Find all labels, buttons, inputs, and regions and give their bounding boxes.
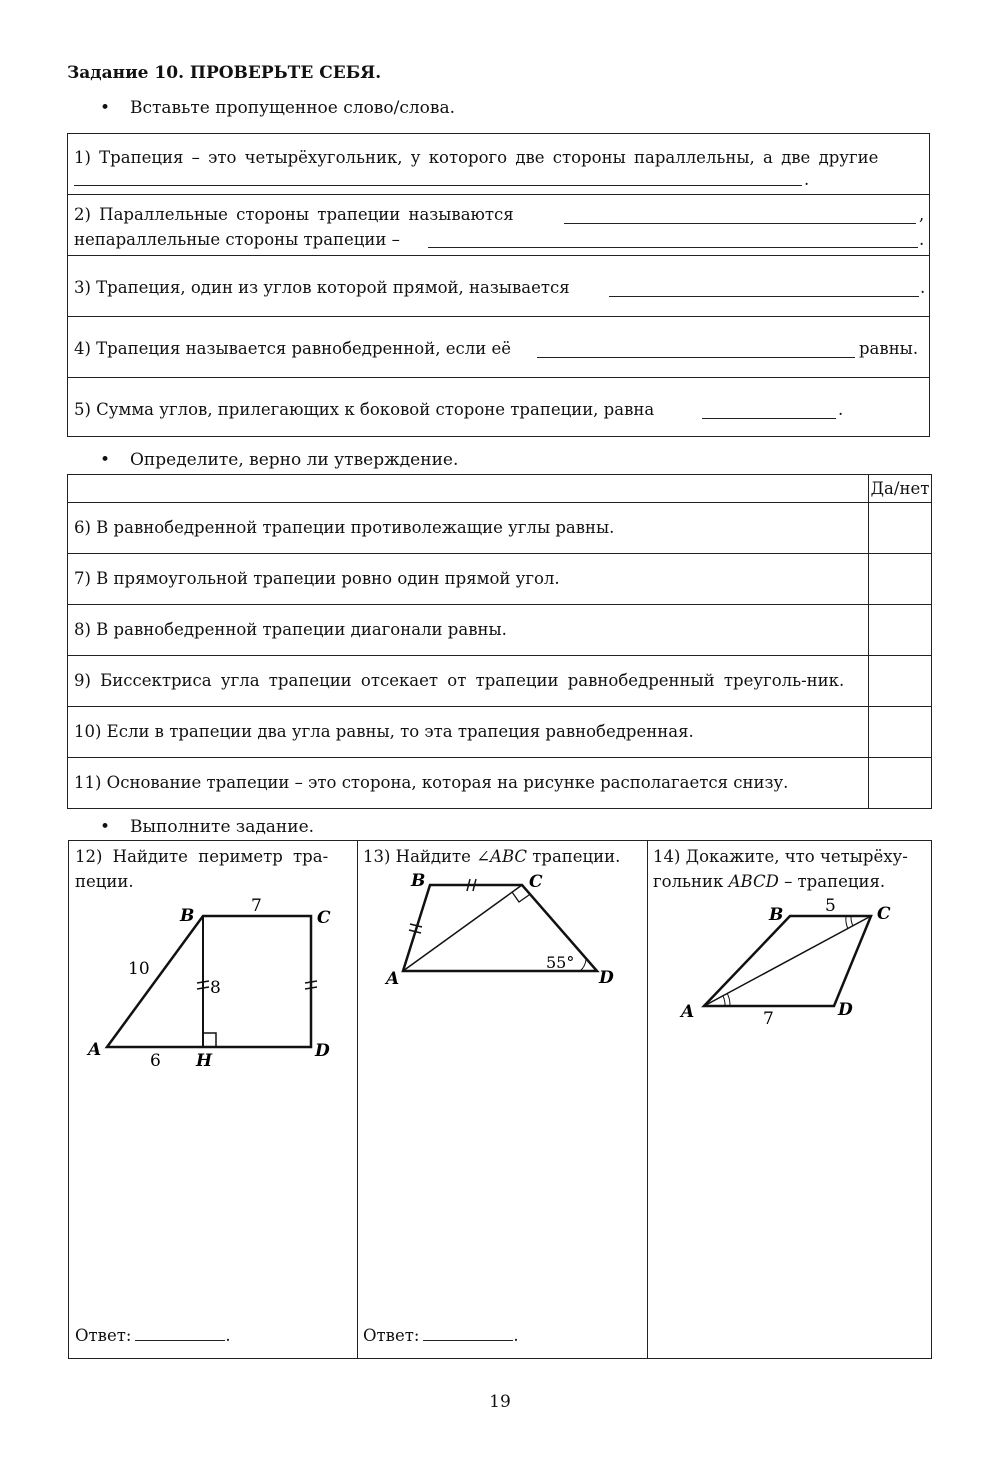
task-14-text [653, 844, 908, 894]
label-A: A [88, 1040, 102, 1060]
fill-row-text: 3) Трапеция, один из углов которой прямой, называется [74, 278, 570, 297]
page-number: 19 [489, 1392, 511, 1412]
length-top: 5 [825, 896, 836, 916]
label-B: B [411, 871, 426, 891]
answer-cell[interactable] [869, 554, 932, 605]
fill-row-4 [68, 317, 929, 378]
statement-text: 9) Биссектриса угла трапеции отсекает от трапеции равнобедренный треуголь-ник. [68, 656, 869, 707]
answer-blank[interactable] [702, 418, 836, 419]
table-row [68, 758, 932, 809]
tick-mark [305, 981, 317, 983]
label-A: A [386, 969, 400, 989]
table-row [68, 605, 932, 656]
fill-row-text-2: непараллельные стороны трапеции – [74, 230, 400, 249]
answer-cell[interactable] [869, 605, 932, 656]
answer-blank[interactable] [609, 296, 919, 297]
label-D: D [315, 1041, 330, 1061]
fill-row-text: 4) Трапеция называется равнобедренной, если её [74, 339, 511, 358]
task-text-line: пеции. [75, 872, 134, 891]
fill-row-5 [68, 378, 929, 438]
task-13-text [363, 844, 620, 869]
answer-cell[interactable] [869, 656, 932, 707]
label-B: B [180, 906, 195, 926]
answer-blank[interactable] [423, 1340, 513, 1341]
angle-arc [727, 993, 730, 1006]
bullet-instruction-3: • Выполните задание. [100, 817, 315, 837]
angle-symbol: ∠ [476, 847, 491, 866]
label-A: A [681, 1002, 695, 1022]
answer-label: Ответ: [363, 1326, 420, 1345]
label-C: C [877, 904, 891, 924]
tick-mark [305, 987, 317, 989]
trapezoid-figure-14 [648, 894, 931, 1044]
fill-row-text: 2) Параллельные стороны трапеции называются [74, 205, 514, 224]
fill-row-2 [68, 195, 929, 256]
task-text-line: 12) Найдите периметр тра- [75, 847, 329, 866]
answer-blank[interactable] [74, 185, 802, 186]
instruction-text: Выполните задание. [130, 817, 315, 837]
answer-line-13: Ответ: . [363, 1326, 519, 1345]
label-H: H [196, 1051, 213, 1071]
bullet-instruction-2: • Определите, верно ли утверждение. [100, 450, 459, 470]
task-text-line: 14) Докажите, что четырёху- [653, 847, 908, 866]
diagonal [403, 885, 522, 971]
fill-row-3 [68, 256, 929, 317]
instruction-text: Вставьте пропущенное слово/слова. [130, 98, 456, 118]
fill-row-end: . [919, 230, 925, 249]
task-text: – трапеция. [784, 872, 886, 891]
answer-cell[interactable] [869, 758, 932, 809]
label-B: B [769, 905, 784, 925]
angle-name: ABC [490, 847, 528, 866]
angle-arc [580, 959, 586, 971]
fill-row-end: , [919, 205, 925, 224]
statement-text: 11) Основание трапеции – это сторона, которая на рисунке располагается снизу. [68, 758, 869, 809]
table-row [68, 554, 932, 605]
angle-arc [723, 996, 725, 1006]
length-bottom: 6 [150, 1051, 161, 1071]
tick-mark [197, 981, 209, 983]
angle-arc [851, 916, 853, 926]
true-false-table [67, 474, 932, 809]
answer-blank[interactable] [564, 223, 916, 224]
header-empty-cell [68, 475, 869, 503]
length-top: 7 [251, 896, 262, 916]
label-C: C [317, 908, 331, 928]
task-title: Задание 10. ПРОВЕРЬТЕ СЕБЯ. [67, 63, 382, 83]
answer-blank[interactable] [537, 357, 855, 358]
angle-arc [846, 916, 848, 929]
label-D: D [838, 1000, 853, 1020]
statement-text: 7) В прямоугольной трапеции ровно один прямой угол. [68, 554, 869, 605]
answer-blank[interactable] [428, 247, 918, 248]
answer-label: Ответ: [75, 1326, 132, 1345]
table-row [68, 656, 932, 707]
tasks-table [68, 840, 932, 1359]
task-12-cell [69, 841, 358, 1358]
answer-cell[interactable] [869, 707, 932, 758]
answer-blank[interactable] [135, 1340, 225, 1341]
statement-text: 10) Если в трапеции два угла равны, то эта трапеция равнобедренная. [68, 707, 869, 758]
table-row [68, 707, 932, 758]
fill-row-end: . [804, 170, 810, 189]
task-text: гольник [653, 872, 724, 891]
right-angle-mark [512, 892, 529, 902]
task-13-cell [358, 841, 648, 1358]
answer-line-12: Ответ: . [75, 1326, 231, 1345]
right-angle-mark [203, 1033, 216, 1047]
fill-in-table [67, 133, 930, 437]
instruction-text: Определите, верно ли утверждение. [130, 450, 459, 470]
task-text: трапеции. [532, 847, 621, 866]
header-yes-no: Да/нет [869, 475, 932, 503]
diagonal [704, 916, 871, 1006]
bullet-instruction-1: • Вставьте пропущенное слово/слова. [100, 98, 456, 118]
trapezoid-figure-12 [69, 896, 358, 1136]
task-12-text [75, 844, 351, 894]
fill-row-end: равны. [859, 339, 919, 358]
statement-text: 8) В равнобедренной трапеции диагонали равны. [68, 605, 869, 656]
angle-value: 55° [546, 953, 575, 972]
answer-cell[interactable] [869, 503, 932, 554]
task-text-line [653, 869, 908, 894]
length-bottom: 7 [763, 1009, 774, 1029]
label-C: C [529, 872, 543, 892]
quad-name: ABCD [728, 872, 779, 891]
length-left: 10 [128, 959, 150, 979]
fill-row-1 [68, 134, 929, 195]
table-header-row [68, 475, 932, 503]
tick-mark [197, 987, 209, 989]
task-text: 13) Найдите [363, 847, 471, 866]
label-D: D [599, 968, 614, 988]
trapezoid-figure-13 [358, 869, 648, 1039]
task-14-cell [648, 841, 931, 1358]
statement-text: 6) В равнобедренной трапеции противолежащие углы равны. [68, 503, 869, 554]
fill-row-text: 1) Трапеция – это четырёхугольник, у которого две стороны параллельны, а две другие [74, 148, 879, 167]
fill-row-end: . [838, 400, 844, 419]
fill-row-end: . [920, 278, 926, 297]
table-row [68, 503, 932, 554]
length-height: 8 [210, 978, 221, 998]
fill-row-text: 5) Сумма углов, прилегающих к боковой стороне трапеции, равна [74, 400, 655, 419]
